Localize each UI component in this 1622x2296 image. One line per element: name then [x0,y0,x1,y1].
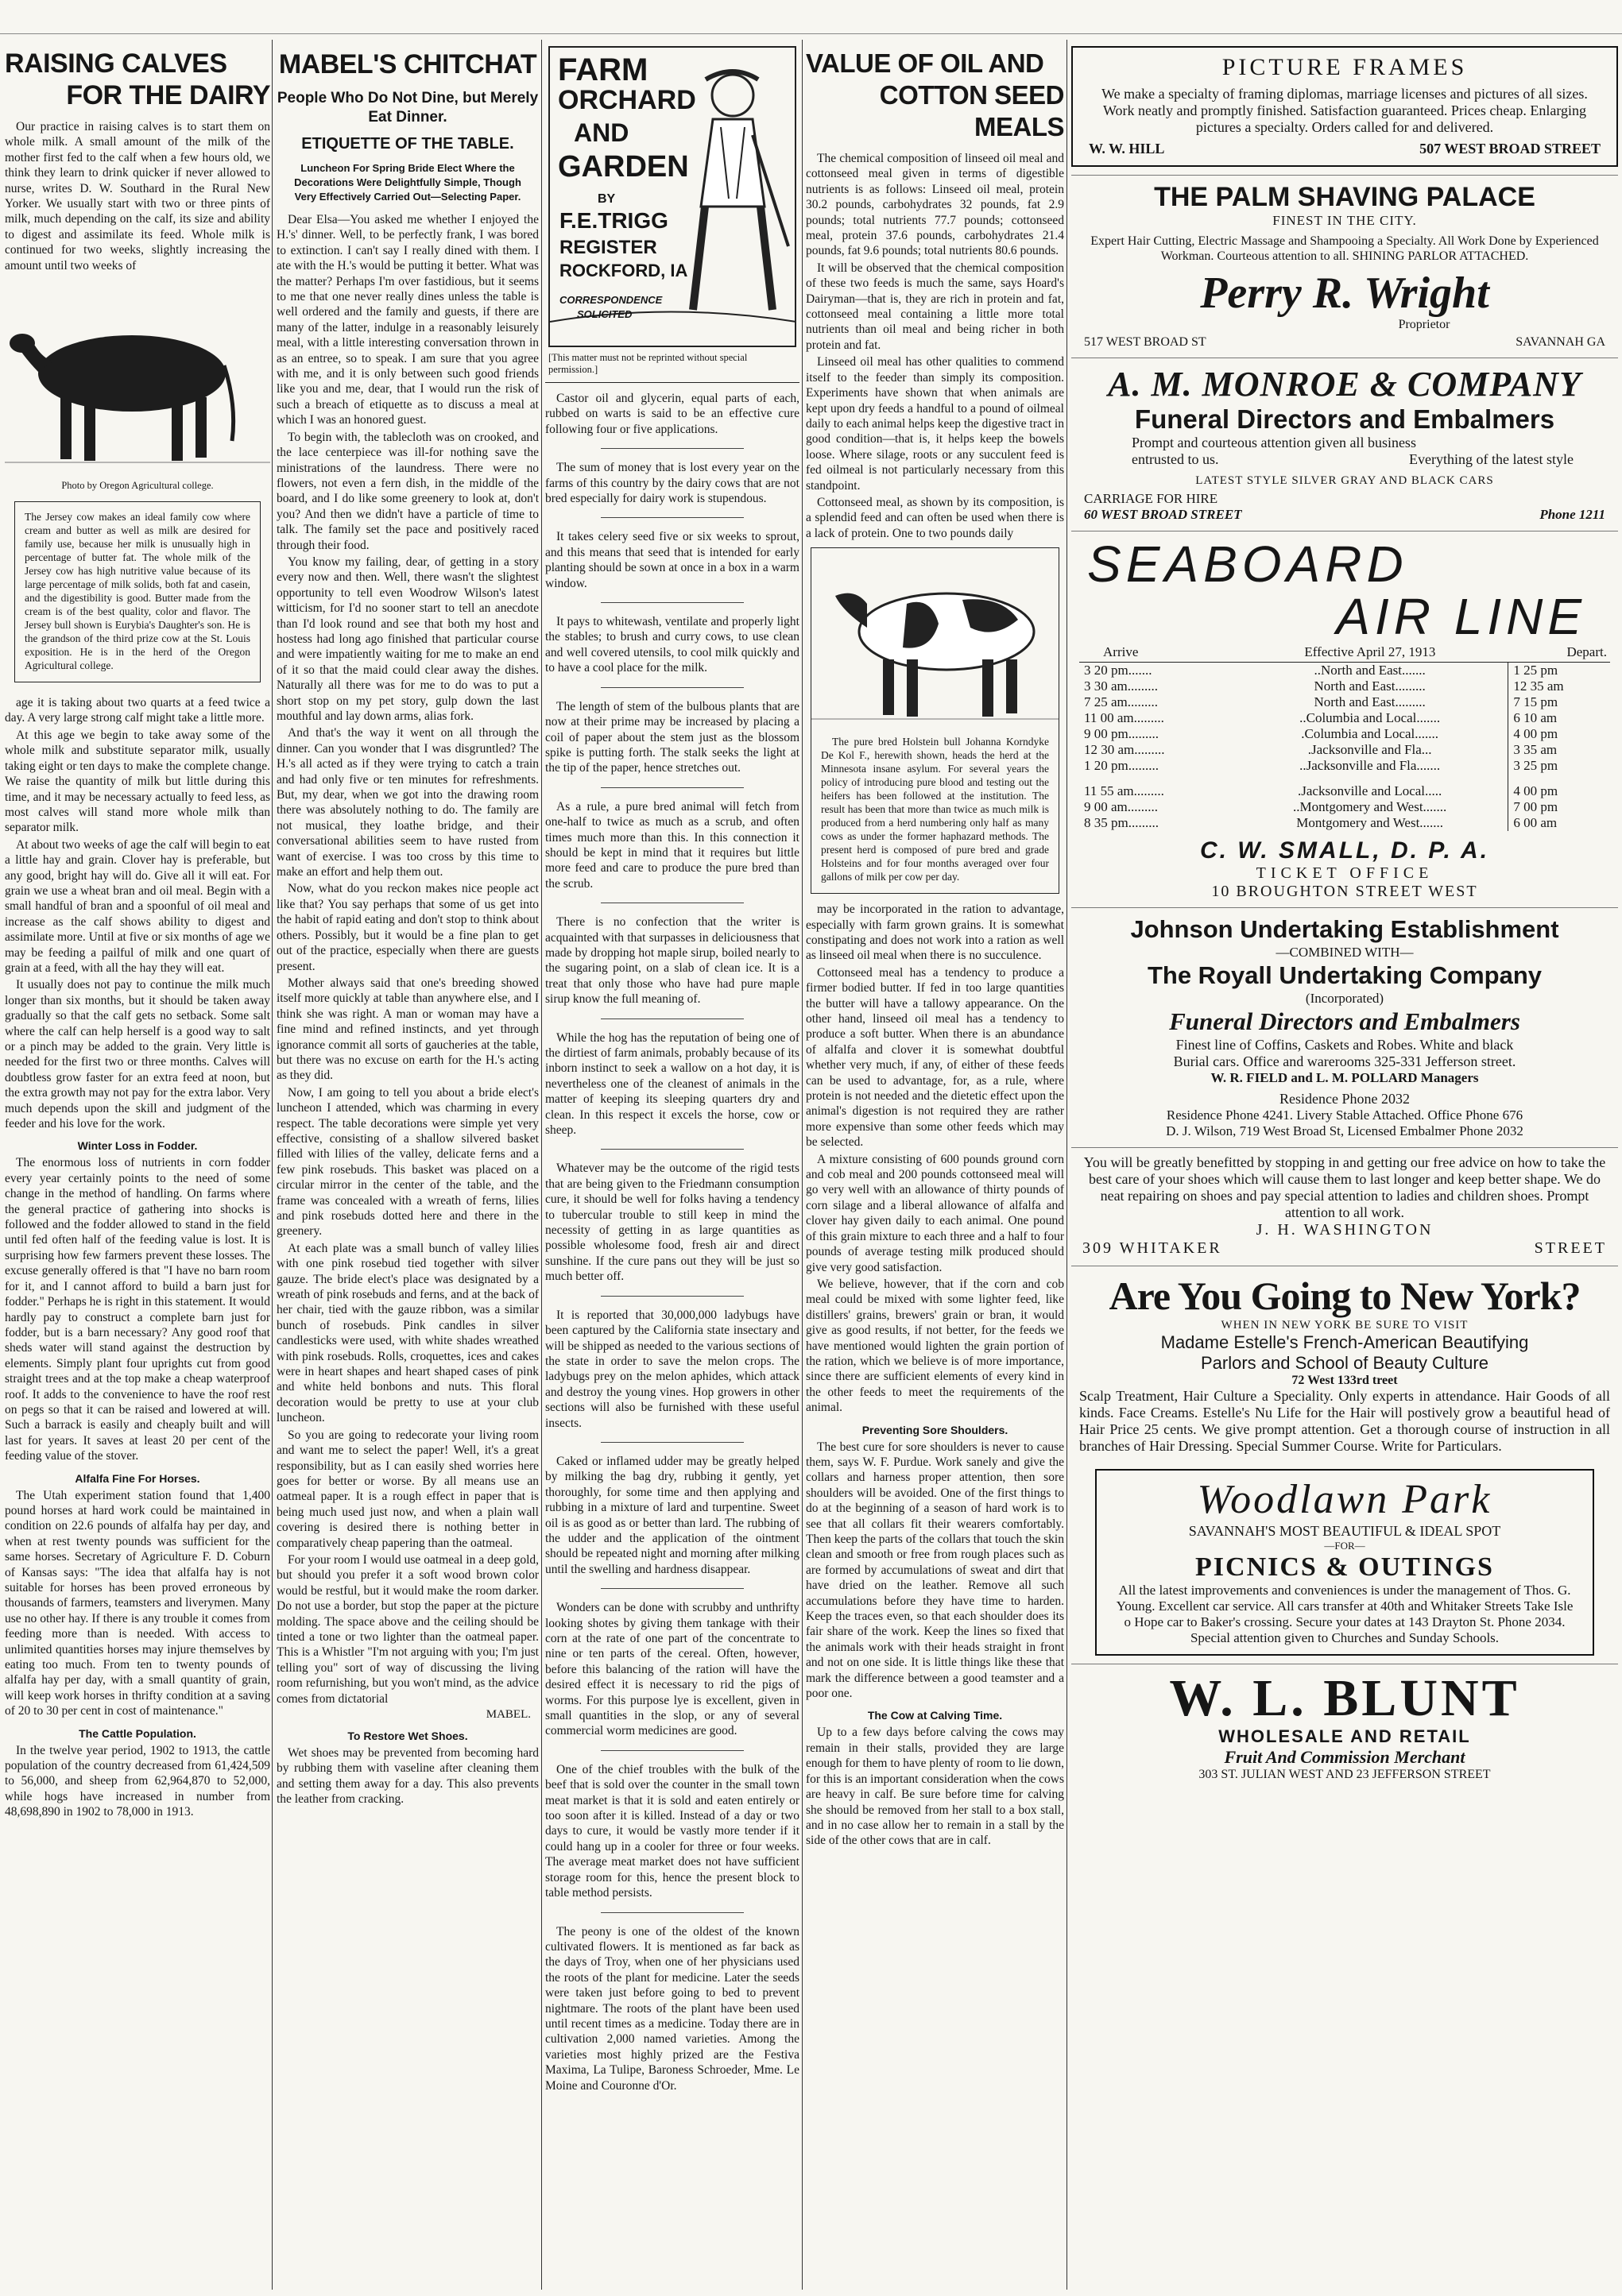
paragraph: There is no confection that the writer is acquainted with that surpasses in deliciousness that made by dropping hot maple sirup, boiled nearly to the sugaring point, on a slab of clean ice. It is a treat that only those who have had pure maple sirup know the full meaning of. [545,915,799,1007]
paragraph: And that's the way it went on all through the dinner. Can you wonder that I was disgruntled? The H.'s all acted as if they were trying to catch a train and had only five or ten minutes for refreshments. But, my dear, when we got into the drawing room there was absolutely nothing to do. The family are not musical, they loathe bridge, and their conversational abilities seem to have rusted from want of exercise. I was too cross by this time to make an effort and help them out. [277,726,539,879]
ad-body: Scalp Treatment, Hair Culture a Speciality. Only experts in attendance. Hair Goods of all kinds. Face Creams. Estelle's Nu Life for the Hair will postively grow a beautiful head of Hair Price 25 cents. We give prompt attention. Get a thorough course of instruction in all branches of Hair Dressing. Special Summer Course. Write for Particulars. [1079,1388,1610,1454]
schedule-row [1079,663,1610,679]
arrive-time: 12 30 am......... [1084,742,1165,757]
ad-johnson-undertaking [1071,914,1618,1147]
column-rule [1066,40,1067,2290]
arrive-time: 3 30 am......... [1084,678,1159,694]
depart-time: 6 00 am [1508,815,1610,831]
paragraph: At about two weeks of age the calf will begin to eat a little hay and grain. Clover hay is preferable, but any good, bright hay will do. Give all it will eat. For grain we use a wheat bran and oil meal. Begin with a small handful of bran and a spoonful of oil meal and increase as the calf shows ability to digest and assimilate more. Until at five or six months of age we may be feeding a pailful of milk and one quart of grain at a feed, with all the hay they will eat. [5,837,270,975]
logo-text: AND [574,118,629,147]
ad-monroe-company [1071,365,1618,531]
cow-illustration [5,278,270,477]
paragraph: Caked or inflamed udder may be greatly helped by milking the bag dry, rubbing it gently, yet thoroughly, for some time and then applying and rubbing in a mixture of lard and turpentine. Sweet oil is as good as or better than lard. The rubbing of the udder and the application of the ointment should be repeated night and morning after milking until the swelling and hardness disappear. [545,1454,799,1576]
paragraph: Cottonseed meal has a tendency to produce a firmer bodied butter. If fed in too large quantities the butter will have a tallowy appearance. On the other hand, linseed oil meal has a tendency to produce a soft butter. When there is an abundance of alfalfa and clover it is somewhat doubtful whether very much, if any, of either of these feeds can be used to advantage, for, as a rule, where protein is not needed and the dietetic effect upon the animal's digestion is not required they are rather more expensive than some other feeds which may be selected. [806,965,1064,1150]
paragraph: It will be observed that the chemical composition of these two feeds is much the same, says Hoard's Dairyman—that is, they are rich in protein and fat, cottonseed meal containing a little more total nutrients than oil meal and being richer in both protein and fat. [806,261,1064,352]
divider [1071,1147,1618,1148]
ad-picture-frames [1071,46,1618,167]
schedule-row [1079,774,1610,783]
paragraph: The enormous loss of nutrients in corn fodder every year certainly points to the need of some change in the method of handling. On farms where the general practice of gathering into shocks is followed and the fodder allowed to stand in the field until fed often half of the feeding value is lost. It is surprising how few farmers prevent these losses. The excuse generally offered is that "I have no barn room for it, and I cannot afford to build a barn just for fodder." Perhaps he is right in this statement. It would hardly pay to construct a complete barn just for fodder, but is a barn necessary? Any good roof that sheds water will stand against the destruction by elements. Simply plant four uprights cut from good straight trees and at the top make a cheap waterproof roof. It adds to the convenience to have the roof rest on pegs so that it can be raised and lowered at will. Such a barrack is easily and cheaply built and will last for years. It saves at least 20 per cent of the feeding value of the stover. [5,1156,270,1463]
ad-body: All the latest improvements and conveniences is under the management of Thos. G. Young. Excellent car service. All cars transfer at 40th and Whitaker Streets Take Isle o Hope car to Baker's crossing. Secure your dates at 143 Drayton St. Phone 2034. Special attention given to Churches and Sunday Schools. [1116,1583,1574,1645]
ad-name: W. W. HILL [1089,141,1165,157]
paragraph: It takes celery seed five or six weeks to sprout, and this means that seed that is intended for early planting should be sown at once in a box in a warm window. [545,530,799,590]
headline-line-2: COTTON SEED MEALS [879,80,1064,141]
logo-text: BY [598,192,616,206]
separator [601,1912,744,1913]
ad-woodlawn-park [1095,1469,1594,1656]
schedule-row [1079,678,1610,694]
ad-managers: W. R. FIELD and L. M. POLLARD Managers [1210,1070,1479,1085]
depart-time: 12 35 am [1508,678,1610,694]
column-rule [272,40,273,2290]
ad-w-l-blunt [1071,1671,1618,1782]
ad-name: J. H. WASHINGTON [1256,1221,1434,1239]
ad-name: Madame Estelle's French-American Beautifying [1160,1332,1529,1352]
bull-caption: The pure bred Holstein bull Johanna Korndyke De Kol F., herewith shown, heads the herd at the Minnesota insane asylum. For several years the policy of introducing pure blood and testing out the heifers has been followed at the institution. The result has been that more than twice as much milk is produced from a herd numbering only half as many cows as under the former haphazard methods. The present herd is composed of pure bred and grade Holsteins and for four months averaged over four gallons of milk per cow per day. [821,736,1049,883]
separator [601,1296,744,1297]
ad-title-line-2: AIR LINE [1336,588,1586,645]
summary-deck: Luncheon For Spring Bride Elect Where the Decorations Were Delightfully Simple, Though Very Effectively Carried Out—Selecting Paper. [294,162,521,203]
divider [1071,175,1618,176]
ad-madame-estelle [1071,1273,1618,1463]
logo-text: ORCHARD [558,85,696,115]
logo-text: REGISTER [559,237,657,258]
ad-line: Burial cars. Office and warerooms 325-331 Jefferson street. [1173,1053,1516,1069]
ad-city: SAVANNAH GA [1516,335,1605,349]
paragraph: The length of stem of the bulbous plants that are now at their prime may be increased by placing a coil of paper about the stem just as the blossom spike is putting forth. The stalk seeks the light at the tip of the paper, hence stretches out. [545,699,799,775]
logo-text: ROCKFORD, IA [559,261,688,280]
schedule-row [1079,758,1610,774]
ad-line: Residence Phone 4241. Livery Stable Attached. Office Phone 676 [1166,1107,1523,1123]
arrive-time: 1 20 pm......... [1084,758,1159,773]
paragraph: Now, I am going to tell you about a bride elect's luncheon I attended, which was charming in every respect. The table decorations were simple yet very effective, consisting of a shallow silvered basket filled with lilies of the valley, delicate ferns and a few pink rosebuds. This basket was placed on a circular mirror in the center of the table, and the frame was concealed with a wreath of ferns, lilies and pink rosebuds dotted here and there in the greenery. [277,1085,539,1239]
ad-subtitle: Funeral Directors and Embalmers [1169,1007,1520,1035]
logo-text: SOLICITED [577,308,633,320]
ad-seaboard-air-line [1071,535,1618,907]
route: North and East......... [1314,694,1426,709]
arrive-time: 7 25 am......... [1084,694,1159,709]
paragraph: Wet shoes may be prevented from becoming hard by rubbing them with vaseline after cleaning them and setting them away for a day. This also prevents the leather from cracking. [277,1746,539,1807]
ad-line: Everything of the latest style [1409,451,1574,467]
ad-address: 309 WHITAKER [1082,1239,1222,1257]
ad-subtitle: Funeral Directors and Embalmers [1134,404,1555,434]
paragraph: Linseed oil meal has other qualities to commend itself to the feeder than simply its composition. Experiments have shown that when animals are kept upon dry feeds a handful to a pound of oilmeal daily to each animal helps keep the digestive tract in good condition—that is, it helps keep the bowels loose. Where silage, roots or any succulent feed is fed oilmeal is not particularly necessary from this standpoint. [806,355,1064,493]
subheading: To Restore Wet Shoes. [347,1730,468,1742]
arrive-time: 3 20 pm....... [1084,663,1152,678]
column-header-effective: Effective April 27, 1913 [1232,643,1508,663]
paragraph: At each plate was a small bunch of valley lilies with one pink rosebud tied together with silver gauze. The bride elect's place was designated by a wreath of pink rosebuds and ferns, and at the back of her chair, tied with the gauze ribbon, was a similar bunch of rosebuds. Pink candles in silver candlesticks were used, with white shades wreathed with pink rosebuds. Rolls, croquettes, ices and cakes were in heart shapes and heart shaped cases of pink and white held bonbons and nuts. This floral decoration would be pretty to use at your club luncheon. [277,1241,539,1425]
ad-subtitle: FINEST IN THE CITY. [1272,213,1417,228]
paragraph: Dear Elsa—You asked me whether I enjoyed the H.'s' dinner. Well, to be perfectly frank, I was bored to extinction. I can't say I really dined with them. I ate with the H.'s would be putting it better. What was the matter? Perhaps I'm over fastidious, but it seems to me that one never really dines unless the table is well ordered and the family and guests, if there are many of the latter, indulge in a reasonably leisurely meal, with a little interesting conversation thrown in as an entree, so to speak. I am sure that you agree with me, and it is only between such good friends like you and me, dear, that I would run the risk of such a breach of etiquette as to discuss a meal at which I was an honored guest. [277,213,539,427]
paragraph: The peony is one of the oldest of the known cultivated flowers. It is mentioned as far back as the days of Troy, when one of her physicians used the roots of the plant for medicine. Later the seeds were taken just before going to bed to prevent nightmare. The roots of the plant have been used until recent times as a medicine. Today there are in cultivation 2,000 named varieties. Among the varieties most highly prized are the Festiva Maxima, La Tulipe, Baroness Schroeder, Mme. Le Moine and Couronne d'Or. [545,1924,799,2093]
subheading: Alfalfa Fine For Horses. [75,1471,200,1485]
jersey-cow-photo [5,278,270,477]
article-body [5,119,270,273]
route: ..Jacksonville and Fla....... [1299,758,1441,773]
arrive-time [1079,774,1232,783]
headline: RAISING CALVES [5,48,227,79]
schedule-row [1079,815,1610,831]
subheading: Preventing Sore Shoulders. [861,1423,1008,1436]
paragraph: As a rule, a pure bred animal will fetch from one-half to twice as much as a scrub, and often times much more than this. In this connection it should be kept in mind that it requires but little more feed and care to produce the pure bred than the scrub. [545,799,799,891]
paragraph: The best cure for sore shoulders is never to cause them, says W. F. Purdue. Work sanely and give the collars and harness proper attention, then sore shoulders will be avoided. One of the first things to do at the beginning of a season of hard work is to see that all collars fit their wearers comfortably. Then keep the parts of the collars that touch the skin clean and smooth or free from rough places such as are formed by accumulations of sweat and dirt that have dried on the leather. Remove all such accumulations before they have time to harden. Keep the traces even, so that each shoulder does its fair share of the work. Keep the lines so fixed that the animals work with their heads straight in front and not on one side. It is little things like these that mark the difference between a good teamster and a poor one. [806,1440,1064,1701]
column-header-arrive: Arrive [1079,643,1232,663]
arrive-time: 11 00 am......... [1084,710,1164,725]
separator [601,1750,744,1751]
paragraph: For your room I would use oatmeal in a deep gold, but should you prefer it a soft wood brown color would be restful, but it would make the room darker. Do not use a border, but stop the paper at the picture molding. The space above and the ceiling should be tinted a tone or two lighter than the oatmeal paper. This is a Whistler "I'm not arguing with you; I'm just telling you" sort of way of discussing the living room refurnishing, but you won't mind, as the advice comes from dictatorial [277,1552,539,1706]
paragraph: The Utah experiment station found that 1,400 pound horses at hard work could be maintained in condition on 22.6 pounds of alfalfa hay per day, and when at rest twenty pounds was sufficient for the same horses. Secretary of Agriculture F. D. Coburn of Kansas says: "The idea that alfalfa hay is not suitable for horses has been proved erroneous by thousands of farmers, teamsters and liverymen. Many use no other hay. If there is any trouble it comes from feeding more than is needed. With access to unlimited quantities horses may injure themselves by eating too much. From ten to twenty pounds of alfalfa hay per day, with a small quantity of grain, will keep work horses in thrifty condition at a saving of 20 to 30 per cent in cost of maintenance." [5,1488,270,1718]
arrive-time: 9 00 pm......... [1084,726,1159,741]
schedule-row [1079,783,1610,799]
ad-address: 517 WEST BROAD ST [1084,335,1206,349]
depart-time: 7 00 pm [1508,799,1610,815]
paragraph: Our practice in raising calves is to start them on whole milk. A small amount of the milk of the mother first fed to the calf when a few hours old, we think they learn to drink quicker if never allowed to nurse, writes D. W. Southard in the Rural New Yorker. We usually start with two or three pints of milk, much depending on the calf, its size and ability to digest and assimilate its feed. Whole milk is continued for two weeks, slightly increasing the amount until two weeks of [5,120,270,273]
schedule-row [1079,694,1610,710]
paragraph: The sum of money that is lost every year on the farms of this country by the dairy cows that are not bred especially for dairy work is stupendous. [545,461,799,506]
farm-notes [545,391,799,2093]
column-header-depart: Depart. [1508,643,1610,663]
ad-line: WHEN IN NEW YORK BE SURE TO VISIT [1221,1319,1469,1332]
paragraph: At this age we begin to take away some of the whole milk and substitute separator milk, usually taking eight or ten days to make the complete change. We raise the quantity of milk but little during this time, and it may be necessary actually to feed less, as most calves will stand more whole milk than separator milk. [5,728,270,835]
separator [601,517,744,518]
paragraph: Whatever may be the outcome of the rigid tests that are being given to the Friedmann consumption cure, it should be well for folks having a tendency to tubercular trouble to still keep in mind the necessity of getting in as large quantities as possible wholesome food, fresh air and direct sunshine. If the cure pans out they will be just so much better off. [545,1162,799,1284]
paragraph: Mother always said that one's breeding showed itself more quickly at table than anywhere else, and I think she was right. A man or woman may have a fine mind and refined instincts, and yet through ignorance commit all sorts of gaucheries at the table, but there was no excuse on earth for the H.'s acting as they did. [277,976,539,1083]
separator [601,448,744,449]
column-rule [541,40,542,2290]
depart-time: 3 25 pm [1508,758,1610,774]
logo-text: FARM [558,52,648,87]
ad-subtitle: SAVANNAH'S MOST BEAUTIFUL & IDEAL SPOT [1188,1523,1501,1539]
column-mabels-chitchat [277,46,539,2288]
ad-line: CARRIAGE FOR HIRE [1084,491,1218,506]
paragraph: It usually does not pay to continue the milk much longer than six months, but it should be taken away gradually so that the calf gets no setback. Some salt where the calf can help herself is a good way to salt or a pinch may be added to the grain. Very little is needed for the first two or three months. Calves will doubtless grow faster for an extra feed at noon, but the extra growth may not pay for the extra labor. Very much depends upon the skill and judgment of the feeder and his love for the work. [5,978,270,1131]
depart-time: 4 00 pm [1508,726,1610,742]
paragraph: So you are going to redecorate your living room and want me to select the paper! Well, it's a great responsibility, but as I can easily shed worries here goes for better or worse. By all means use an oatmeal paper. It is a rough effect in paper that is being much used just now, and when a plain wall covering is desired there is nothing better in comparatively cheap papering than the oatmeal. [277,1428,539,1550]
caption-text: The Jersey cow makes an ideal family cow where cream and butter as well as milk are desired for family use, because her milk is unusually high in percentage of butter fat. The whole milk of the Jersey cow has high nutritive value because of its large percentage of milk solids, both fat and casein, and the digestibility is good. Butter made from the cream is of the best quality, color and flavor. The Jersey bull shown is Eurybia's Daughter's son. He is the grandson of the third prize cow at the St. Louis exposition. He is in the herd of the Oregon Agricultural college. [25,511,250,672]
holstein-bull-box [811,547,1059,894]
paragraph: One of the chief troubles with the bulk of the beef that is sold over the counter in the small town meat market is that it is sold and eaten entirely or too soon after it is killed. Instead of a day or two days to cure, it would be vastly more tender if it could hang up in a cooler for three or four weeks. The average meat market does not have sufficient storage room for this, hence the present block to table method persists. [545,1762,799,1900]
paragraph: Cottonseed meal, as shown by its composition, is a splendid feed and can often be used when there is a lack of protein. One to two pounds daily [806,495,1064,540]
paragraph: Now, what do you reckon makes nice people act like that? You say perhaps that some of us get into the habit of rapid eating and don't stop to think about others. Possibly, but it would be a fine plan to get out of the practice, especially when there are guests present. [277,882,539,973]
ad-line: —FOR— [1324,1540,1365,1552]
logo-text: CORRESPONDENCE [559,294,663,306]
ad-subtitle-2: Fruit And Commission Merchant [1224,1747,1465,1767]
ad-office: TICKET OFFICE [1256,864,1434,882]
paragraph: Castor oil and glycerin, equal parts of each, rubbed on warts is said to be an effective cure following four or five applications. [545,392,799,436]
route: .Jacksonville and Fla... [1307,742,1432,757]
ad-title: Johnson Undertaking Establishment [1130,915,1559,943]
paragraph: We believe, however, that if the corn and cob meal could be mixed with some lighter feed, like distillers' grains, brewers' grain or bran, it would give as good results, if not better, for the feeds we have mentioned would lighten the grain portion of the ration, which we believe is of more importance, since there are sufficient elements of every kind in the other feeds to meet the requirements of the animal. [806,1277,1064,1415]
route: .Columbia and Local....... [1301,726,1439,741]
jersey-cow-caption-box [14,501,261,682]
depart-time: 4 00 pm [1508,783,1610,799]
farm-orchard-garden-logo [548,46,796,347]
ad-phone: Phone 1211 [1539,507,1605,522]
ad-body: You will be greatly benefitted by stopping in and getting our free advice on how to take the best care of your shoes which will cause them to last longer and keep better shape. We do neat repairing on shoes and pay special attention to ladies and children shoes. Prompt attention to all work. [1083,1154,1606,1220]
column-rule [802,40,803,2290]
separator [601,687,744,688]
ad-title: Woodlawn Park [1197,1477,1492,1522]
separator [601,1588,744,1589]
route: .Jacksonville and Local..... [1298,783,1442,798]
ad-line: Residence Phone 2032 [1279,1091,1410,1107]
schedule-row [1079,742,1610,758]
route: ..North and East....... [1314,663,1426,678]
ad-headline: PICNICS & OUTINGS [1195,1552,1494,1582]
subheading: The Cattle Population. [79,1726,196,1740]
schedule-row [1079,710,1610,726]
paragraph: It pays to whitewash, ventilate and properly light the stables; to brush and curry cows, to use clean and well covered utensils, to cool milk quickly and to have a cool place for the milk. [545,615,799,675]
route [1232,774,1508,783]
column-farm-orchard-garden [545,46,799,2288]
paragraph: Up to a few days before calving the cows may remain in their stalls, provided they are large enough for them to have plenty of room to lie down, for this is an important consideration when the cows are heavy in calf. Be sure before time for calving she should be removed from her stall to a box stall, and in no case allow her to remain in a stall by the side of the other cows that are in calf. [806,1726,1064,1848]
depart-time: 3 35 am [1508,742,1610,758]
logo-text: F.E.TRIGG [559,208,668,233]
signature: MABEL. [486,1708,531,1721]
letter-body [277,212,539,1707]
ad-line: D. J. Wilson, 719 West Broad St, Licensed Embalmer Phone 2032 [1166,1123,1523,1138]
paragraph: You know my failing, dear, of getting in a story every now and then. Well, there wasn't the slightest opportunity to tell even Woodrow Wilson's latest witticism, for I'd no sooner start to tell an anecdote than I'd look round and see that both my host and hostess had long ago finished that particular course and were impatiently waiting for me to make an end of it so that the maid could clear away the dishes. Naturally all there was for me to do was to put a short stop on my pet story, gulp down the last mouthful and lay down arms, alias fork. [277,555,539,723]
paragraph: Wonders can be done with scrubby and unthrifty looking shotes by giving them tankage with their corn at the rate of one part of the concentrate to nine or ten parts of the cereal. Often, however, before this balancing of the ration will have the desired effect it is necessary to rid the pigs of worms. For this purpose lye is excellent, given in small quantities in the slop, or any of several commercial worm medicines are good. [545,1601,799,1738]
train-schedule-table [1079,643,1610,831]
headline-line-2: FOR THE DAIRY [66,80,270,110]
ad-line: (Incorporated) [1305,991,1384,1006]
ad-address: 60 WEST BROAD STREET [1084,507,1242,522]
ad-agent: C. W. SMALL, D. P. A. [1199,837,1490,864]
ad-line: Prompt and courteous attention given all business [1132,435,1416,450]
deck: People Who Do Not Dine, but Merely Eat Dinner. [277,90,539,126]
ad-line: LATEST STYLE SILVER GRAY AND BLACK CARS [1195,474,1494,487]
paragraph: The chemical composition of linseed oil meal and cottonseed meal given in terms of digestible nutrients is as follows: Linseed oil meal, protein 30.2 pounds, carbohydrates 32 pounds, fat 2.9 pounds; total nutrients 77.7 pounds; cottonseed meal, protein 37.6 pounds, carbohydrates 21.4 pounds, fat 9.6 pounds; total nutrients 80.6 pounds. [806,152,1064,258]
ad-title: A. M. MONROE & COMPANY [1108,365,1581,404]
subheading: The Cow at Calving Time. [867,1709,1003,1722]
subheading: Winter Loss in Fodder. [77,1139,198,1153]
ad-address-2: STREET [1534,1239,1607,1257]
logo-text: GARDEN [558,150,689,184]
arrive-time: 11 55 am......... [1084,783,1164,798]
ad-line: Finest line of Coffins, Caskets and Robes. White and black [1175,1037,1514,1053]
depart-time: 1 25 pm [1508,663,1610,679]
ad-line: entrusted to us. [1132,451,1219,467]
headline: MABEL'S CHITCHAT [278,49,537,79]
ad-role: Proprietor [1398,318,1450,331]
ad-body: We make a specialty of framing diplomas, marriage licenses and pictures of all sizes. Work neatly and promptly finished. Satisfaction guaranteed. Prices cheap. Enlarging pictures a specialty. Orders called for and delivered. [1101,86,1588,135]
schedule-row [1079,726,1610,742]
paragraph: While the hog has the reputation of being one of the dirtiest of farm animals, probably because of its inborn instinct to seek a wallow on a hot day, it is nevertheless one of the cleanest of animals in the matter of keeping its sleeping quarters dry and clean. In this respect it excels the horse, cow or sheep. [545,1030,799,1138]
column-oil-cotton-meals [806,46,1064,2288]
ad-name-2: Parlors and School of Beauty Culture [1201,1353,1488,1373]
page-top-strip [0,6,1622,34]
ad-title: Are You Going to New York? [1109,1274,1581,1318]
arrive-time: 8 35 pm......... [1084,815,1159,830]
paragraph: age it is taking about two quarts at a feed twice a day. A very large strong calf might take a little more. [5,696,270,725]
separator [601,1149,744,1150]
depart-time: 7 15 pm [1508,694,1610,710]
depart-time [1508,774,1610,783]
article-body-continued [5,695,270,1131]
arrive-time: 9 00 am......... [1084,799,1159,814]
route: ..Montgomery and West....... [1292,799,1447,814]
reprint-notice: [This matter must not be reprinted without special permission.] [545,352,799,383]
ad-address: 507 WEST BROAD STREET [1419,141,1601,157]
bull-illustration [811,548,1059,731]
ad-address: 10 BROUGHTON STREET WEST [1211,883,1478,900]
ad-title: W. L. BLUNT [1169,1669,1520,1727]
ad-title: SEABOARD [1087,535,1408,593]
ad-address: 72 West 133rd treet [1291,1374,1398,1387]
ad-subtitle: WHOLESALE AND RETAIL [1218,1726,1471,1746]
ad-title-2: The Royall Undertaking Company [1147,961,1543,989]
divider [1071,907,1618,908]
paragraph: may be incorporated in the ration to advantage, especially with farm grown grains. It is somewhat constipating and does not work into a ration as well as linseed oil meal when there is no succulence. [806,903,1064,963]
headline: VALUE OF OIL AND [806,48,1044,78]
ad-title: PICTURE FRAMES [1221,54,1468,80]
ad-palm-shaving-palace [1071,182,1618,358]
separator [601,787,744,788]
ad-line: —COMBINED WITH— [1276,945,1414,960]
route: Montgomery and West....... [1296,815,1444,830]
paragraph: It is reported that 30,000,000 ladybugs have been captured by the California state insectary and will be shipped as needed to the various sections of the state in order to save the melon crops. The ladybugs prey on the melon aphides, which attack and destroy the young vines. Hop growers in other sections will also be furnished with these useful insects. [545,1308,799,1430]
ad-proprietor-name: Perry R. Wright [1200,269,1489,318]
ad-title: THE PALM SHAVING PALACE [1154,182,1535,212]
ad-body: Expert Hair Cutting, Electric Massage and Shampooing a Specialty. All Work Done by Experienced Workman. Courteous attention to all. SHINING PARLOR ATTACHED. [1090,234,1599,263]
route: ..Columbia and Local....... [1299,710,1441,725]
deck-2: ETIQUETTE OF THE TABLE. [301,135,514,153]
schedule-row [1079,799,1610,815]
paragraph: A mixture consisting of 600 pounds ground corn and cob meal and 200 pounds cottonseed meal will go very well with an allowance of thirty pounds of corn silage and a liberal allowance of alfalfa and clover hay given daily to each animal. One pound of this grain mixture to each three and a half to four pounds of average testing milk produced should give very good satisfaction. [806,1152,1064,1274]
ad-shoe-repair [1071,1154,1618,1266]
paragraph: To begin with, the tablecloth was on crooked, and the lace centerpiece was ill-for nothing save the ministrations of the laundress. There were no flowers, not even a fern dish, in the middle of the board, and I do like some greenery to look at, don't you? And then we didn't have a particle of time to talk. The family set the pace and positively raced through their food. [277,430,539,552]
photo-credit: Photo by Oregon Agricultural college. [61,480,214,492]
column-raising-calves [5,46,270,2288]
depart-time: 6 10 am [1508,710,1610,726]
schedule-rows [1079,663,1610,832]
route: North and East......... [1314,678,1426,694]
separator [601,1442,744,1443]
advertisements-column [1071,46,1618,2288]
separator [601,602,744,603]
paragraph: In the twelve year period, 1902 to 1913, the cattle population of the country decreased from 61,424,509 to 56,000, and sheep from 62,964,870 to 52,000, while hogs have increased in number from 48,698,890 in 1902 to 78,000 in 1913. [5,1743,270,1819]
ad-address: 303 ST. JULIAN WEST AND 23 JEFFERSON STREET [1198,1768,1491,1781]
